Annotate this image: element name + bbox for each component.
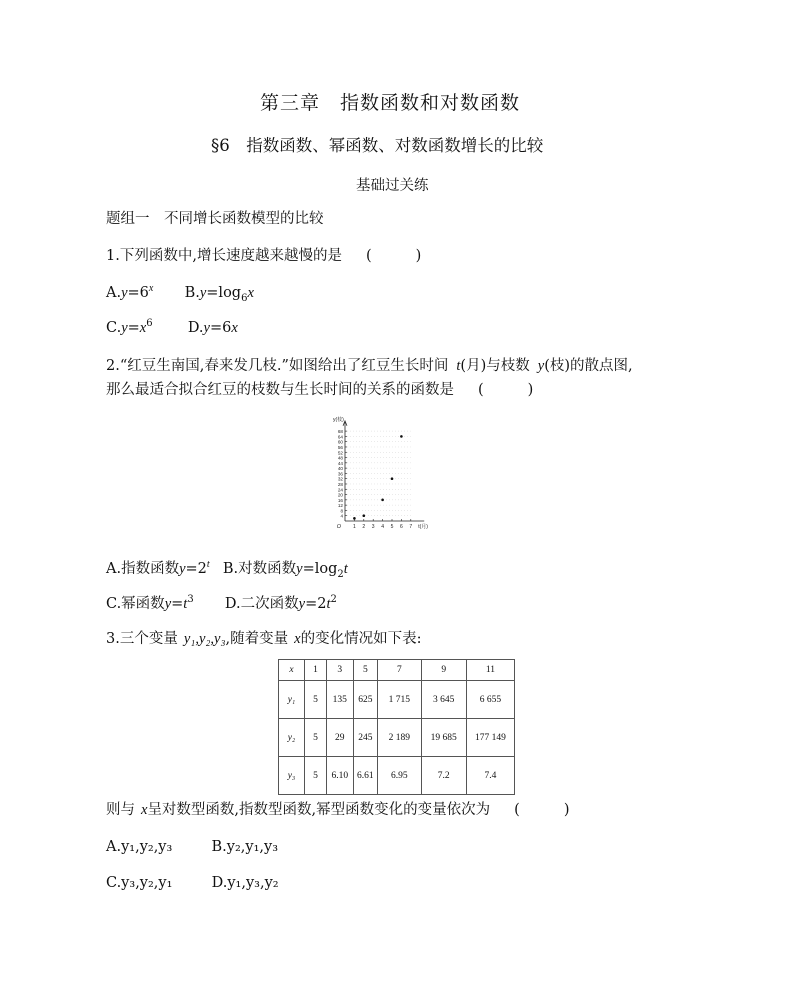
y-axis-label: y(枝) bbox=[333, 416, 344, 423]
q2-stem-line2: 那么最适合拟合红豆的枝数与生长时间的关系的函数是 ( ) bbox=[106, 382, 534, 398]
origin-label: O bbox=[336, 524, 341, 530]
y-tick-label: 68 bbox=[337, 429, 343, 435]
q3-conclusion: 则与 x呈对数型函数,指数型函数,幂型函数变化的变量依次为 ( ) bbox=[106, 802, 570, 818]
table-cell: 7.4 bbox=[466, 757, 514, 795]
table-row bbox=[279, 757, 515, 795]
table-cell: 5 bbox=[353, 660, 378, 681]
table-cell: 3 bbox=[327, 660, 353, 681]
y-tick-label: 16 bbox=[337, 497, 343, 503]
section-title: §6 指数函数、幂函数、对数函数增长的比较 bbox=[211, 136, 544, 155]
q1-option-a: $A.y=6^x$ bbox=[106, 283, 154, 301]
y-tick-label: 20 bbox=[337, 492, 343, 498]
table-header-row bbox=[279, 660, 515, 681]
q2-option-b: B.对数函数$y=\log_2t$ bbox=[222, 561, 348, 580]
q1-options-ab bbox=[106, 283, 254, 304]
q3-stem: 3.三个变量 y₁,y₂,y₃,随着变量 x的变化情况如下表: bbox=[106, 631, 422, 647]
y-tick-label: 52 bbox=[337, 450, 343, 456]
q1-options-cd bbox=[106, 318, 238, 337]
q2-option-c: C.幂函数$y=t^3$ bbox=[106, 594, 194, 612]
table-cell: 6 655 bbox=[466, 681, 514, 719]
q2-option-a: A.指数函数$y=2^t$ bbox=[106, 559, 210, 577]
q1-option-c: $C.y=x^6$ bbox=[106, 318, 153, 336]
x-tick-label: 3 bbox=[371, 524, 375, 530]
table-cell: 177 149 bbox=[466, 719, 514, 757]
table-cell: 6.61 bbox=[353, 757, 378, 795]
chapter-title: 第三章 指数函数和对数函数 bbox=[260, 92, 521, 114]
table-cell: 245 bbox=[353, 719, 378, 757]
q3-options-ab bbox=[106, 839, 278, 855]
q1-option-d: D.y=6x bbox=[187, 319, 238, 336]
x-tick-label: 4 bbox=[381, 524, 384, 530]
subsection-title: 基础过关练 bbox=[356, 178, 429, 194]
table-row bbox=[279, 719, 515, 757]
table-row bbox=[279, 681, 515, 719]
q1-stem: 1.下列函数中,增长速度越来越慢的是 ( ) bbox=[106, 248, 422, 264]
x-axis-label: t(月) bbox=[418, 524, 428, 530]
q3-options-cd bbox=[106, 875, 279, 891]
table-cell: 5 bbox=[304, 757, 326, 795]
table-cell: 3 645 bbox=[421, 681, 466, 719]
table-cell: y₂ bbox=[279, 719, 305, 757]
group-title: 题组一 不同增长函数模型的比较 bbox=[106, 211, 324, 227]
x-tick-label: 2 bbox=[362, 524, 366, 530]
y-tick-label: 36 bbox=[337, 471, 343, 477]
y-tick-label: 24 bbox=[337, 487, 343, 493]
q1-option-b: $B.y=\log_6x$ bbox=[184, 284, 254, 304]
table-cell: 1 bbox=[304, 660, 326, 681]
q2-stem-line1: 2.“红豆生南国,春来发几枝.”如图给出了红豆生长时间 t(月)与枝数 y(枝)的散点图, bbox=[106, 358, 633, 374]
x-tick-label: 1 bbox=[353, 524, 356, 530]
table-cell: x bbox=[279, 660, 305, 681]
values-table bbox=[278, 659, 515, 795]
table-cell: 6.95 bbox=[378, 757, 422, 795]
data-point bbox=[400, 435, 403, 438]
x-tick-label: 5 bbox=[390, 524, 394, 530]
table-cell: y₃ bbox=[279, 757, 305, 795]
q3-option-b: B.y₂,y₁,y₃ bbox=[211, 839, 279, 855]
q2-options-cd bbox=[106, 592, 337, 613]
y-tick-label: 8 bbox=[340, 508, 343, 514]
data-point bbox=[363, 514, 366, 517]
table-cell: y₁ bbox=[279, 681, 305, 719]
table-cell: 5 bbox=[304, 719, 326, 757]
y-tick-label: 12 bbox=[337, 503, 343, 509]
q2-option-d: D.二次函数$y=2t^2$ bbox=[224, 594, 337, 612]
data-point bbox=[391, 477, 394, 480]
data-point bbox=[381, 499, 384, 502]
table-cell: 19 685 bbox=[421, 719, 466, 757]
table-cell: 6.10 bbox=[327, 757, 353, 795]
y-tick-label: 56 bbox=[337, 444, 343, 450]
data-point bbox=[353, 517, 356, 520]
y-tick-label: 48 bbox=[337, 455, 343, 461]
y-tick-label: 44 bbox=[337, 460, 343, 466]
table-cell: 9 bbox=[421, 660, 466, 681]
table-cell: 29 bbox=[327, 719, 353, 757]
q3-option-d: D.y₁,y₃,y₂ bbox=[211, 875, 279, 891]
y-tick-label: 64 bbox=[337, 434, 343, 440]
table-cell: 7 bbox=[378, 660, 422, 681]
table-cell: 1 715 bbox=[378, 681, 422, 719]
q3-option-a: A.y₁,y₂,y₃ bbox=[106, 839, 173, 855]
table-cell: 2 189 bbox=[378, 719, 422, 757]
y-tick-label: 60 bbox=[337, 439, 343, 445]
y-tick-label: 4 bbox=[340, 513, 343, 519]
table-cell: 135 bbox=[327, 681, 353, 719]
table-cell: 11 bbox=[466, 660, 514, 681]
table-cell: 625 bbox=[353, 681, 378, 719]
y-tick-label: 40 bbox=[337, 466, 343, 472]
x-tick-label: 7 bbox=[409, 524, 413, 530]
q3-option-c: C.y₃,y₂,y₁ bbox=[106, 875, 173, 891]
y-tick-label: 28 bbox=[337, 481, 343, 487]
x-tick-label: 6 bbox=[400, 524, 403, 530]
y-tick-label: 32 bbox=[337, 476, 343, 482]
q2-scatter-chart bbox=[328, 414, 468, 536]
table-cell: 7.2 bbox=[421, 757, 466, 795]
table-cell: 5 bbox=[304, 681, 326, 719]
q2-options-ab bbox=[106, 557, 348, 580]
